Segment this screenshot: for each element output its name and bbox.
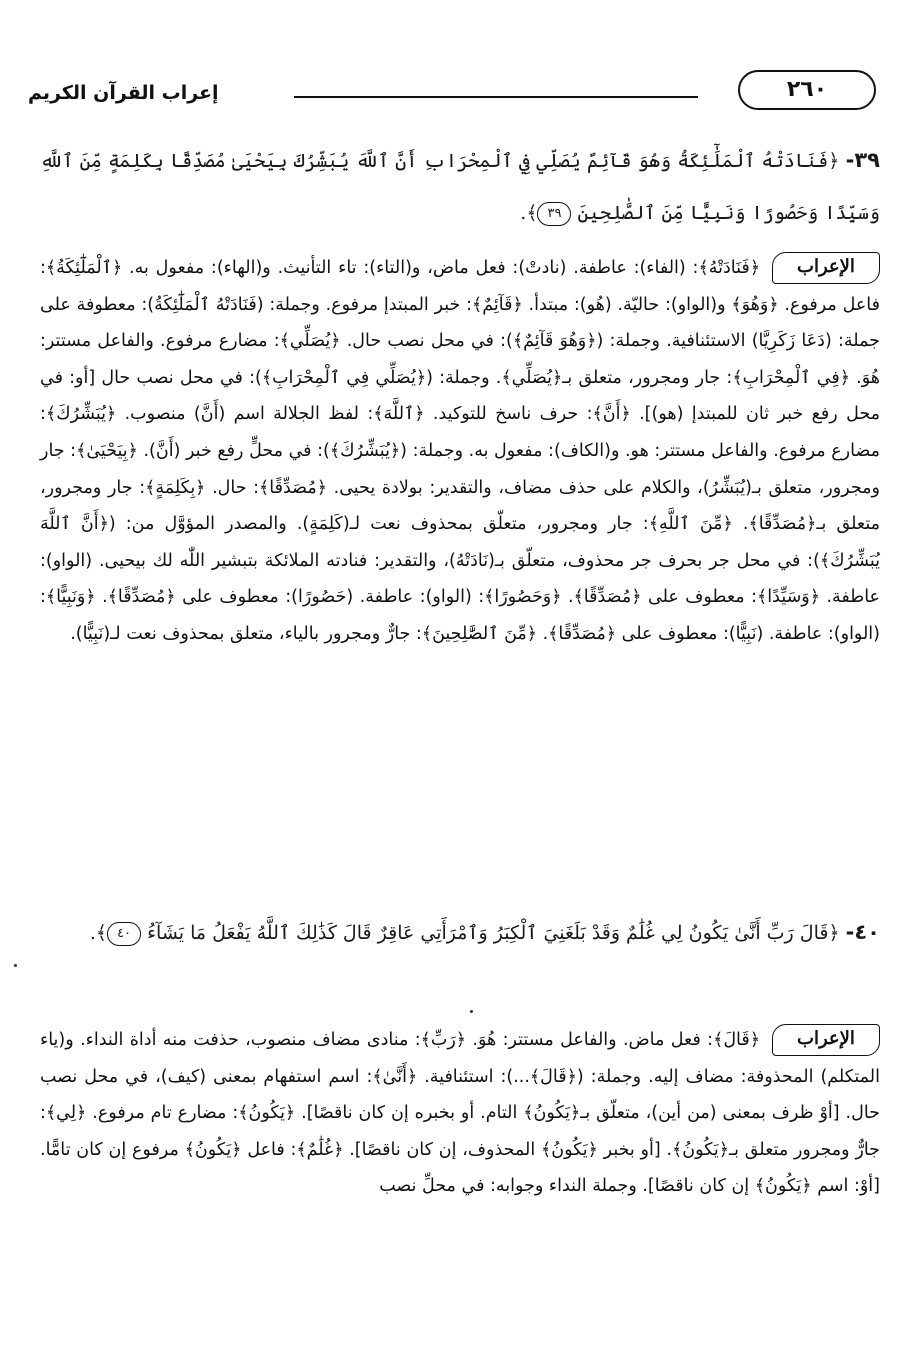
verse-end-marker: ٤٠ [107, 922, 141, 946]
verse-text: ﴿قَالَ رَبِّ أَنَّىٰ يَكُونُ لِي غُلَٰمٌ وَقَدْ بَلَغَنِيَ ٱلْكِبَرُ وَٱمْرَأَتِي عَاقِرٌ قَالَ كَذَٰلِكَ ٱللَّهُ يَفْعَلُ مَا يَشَآءُ [147, 922, 840, 944]
irab-section-39 [40, 250, 880, 653]
verse-number: ٤٠- [845, 920, 880, 944]
page-number: ٢٦٠ [738, 70, 876, 110]
irab-paragraph: ﴿فَنَادَتْهُ﴾: (الفاء): عاطفة. (نادتْ): فعل ماض، و(التاء): تاء التأنيث. و(الهاء): مفعول به. ﴿ٱلْمَلَٰٓئِكَةُ﴾: فاعل مرفوع. ﴿وَهُوَ﴾ و(الواو): حاليّة. (هُو): مبتدأ. ﴿قَآئِمٌ﴾: خبر المبتدإ مرفوع. وجملة: (فَنَادَتْهُ ٱلْمَلَٰٓئِكَةُ): معطوفة على جملة: (دَعَا زَكَرِيَّا) الاستئنافية. وجملة: (﴿وَهُوَ قَآئِمٌ﴾): في محل نصب حال. ﴿يُصَلِّي﴾: مضارع مرفوع. والفاعل مستتر: هُوَ. ﴿فِي ٱلْمِحْرَابِ﴾: جار ومجرور، متعلق بـ﴿يُصَلِّي﴾. وجملة: (﴿يُصَلِّي فِي ٱلْمِحْرَابِ﴾): في محل نصب حال [أو: في محل رفع خبر ثان للمبتدإ (هو)]. ﴿أَنَّ﴾: حرف ناسخ للتوكيد. ﴿ٱللَّهَ﴾: لفظ الجلالة اسم (أَنَّ) منصوب. ﴿يُبَشِّرُكَ﴾: مضارع مرفوع. والفاعل مستتر: هو. و(الكاف): مفعول به. وجملة: (﴿يُبَشِّرُكَ﴾): في محلٍّ رفع خبر (أَنَّ). ﴿بِيَحْيَىٰ﴾: جار ومجرور، متعلق بـ(يُبَشِّرُ)، والكلام على حذف مضاف، والتقدير: بولادة يحيى. ﴿مُصَدِّقًا﴾: حال. ﴿بِكَلِمَةٍ﴾: جار ومجرور، متعلق بـ﴿مُصَدِّقًا﴾. ﴿مِّنَ ٱللَّهِ﴾: جار ومجرور، متعلّق بمحذوف نعت لـ(كَلِمَةٍ). والمصدر المؤوَّل من: (﴿أَنَّ ٱللَّهَ يُبَشِّرُكَ﴾): في محل جر بحرف جر محذوف، متعلّق بـ(نَادَتْهُ)، والتقدير: فنادته الملائكة بتبشير اللّٰه لك بيحيى. (الواو): عاطفة. ﴿وَسَيِّدًا﴾: معطوف على ﴿مُصَدِّقًا﴾. ﴿وَحَصُورًا﴾: (الواو): عاطفة. (حَصُورًا): معطوف على ﴿مُصَدِّقًا﴾. ﴿وَنَبِيًّا﴾: (الواو): عاطفة. (نَبِيًّا): معطوف على ﴿مُصَدِّقًا﴾. ﴿مِّنَ ٱلصَّٰلِحِينَ﴾: جارٌّ ومجرور بالياء، متعلق بمحذوف نعت لـ(نَبِيًّا). [40, 258, 880, 644]
scan-speck [14, 964, 17, 967]
verse-close: ﴾. [520, 202, 538, 224]
irab-section-40 [40, 1022, 880, 1205]
irab-label: الإعراب [772, 1024, 880, 1056]
page-header [28, 68, 876, 120]
book-title: إعراب القرآن الكريم [28, 82, 219, 104]
verse-text: ﴿فَنَادَتْهُ ٱلْمَلَٰٓئِكَةُ وَهُوَ قَآئِمٌ يُصَلِّي فِي ٱلْمِحْرَابِ أَنَّ ٱللَّهَ يُبَشِّرُكَ بِيَحْيَىٰ مُصَدِّقًا بِكَلِمَةٍ مِّنَ ٱللَّهِ وَسَيِّدًا وَحَصُورًا وَنَبِيًّا مِّنَ ٱلصَّٰلِحِينَ [40, 150, 880, 224]
header-rule [294, 96, 698, 98]
verse-number: ٣٩- [845, 148, 880, 172]
irab-label: الإعراب [772, 252, 880, 284]
scan-speck [470, 1010, 473, 1013]
verse-39 [40, 134, 880, 239]
verse-40 [40, 906, 880, 959]
verse-close: ﴾. [89, 922, 108, 944]
irab-paragraph: ﴿قَالَ﴾: فعل ماض. والفاعل مستتر: هُوَ. ﴿رَبِّ﴾: منادى مضاف منصوب، حذفت منه أداة النداء. و(ياء المتكلم) المحذوفة: مضاف إليه. وجملة: (﴿قَالَ﴾...): استئنافية. ﴿أَنَّىٰ﴾: اسم استفهام بمعنى (كيف)، في محل نصب حال. [أوْ ظرف بمعنى (من أين)، متعلّق بـ﴿يَكُونُ﴾ التام. أو بخبره إن كان ناقصًا]. ﴿يَكُونُ﴾: مضارع تام مرفوع. ﴿لِي﴾: جارٌّ ومجرور متعلق بـ﴿يَكُونُ﴾. [أو بخبر ﴿يَكُونُ﴾ المحذوف، إن كان ناقصًا]. ﴿غُلَٰمٌ﴾: فاعل ﴿يَكُونُ﴾ مرفوع إن كان تامًّا. [أوْ: اسم ﴿يَكُونُ﴾ إن كان ناقصًا]. وجملة النداء وجوابه: في محلِّ نصب [40, 1030, 880, 1197]
verse-end-marker: ٣٩ [537, 202, 571, 226]
